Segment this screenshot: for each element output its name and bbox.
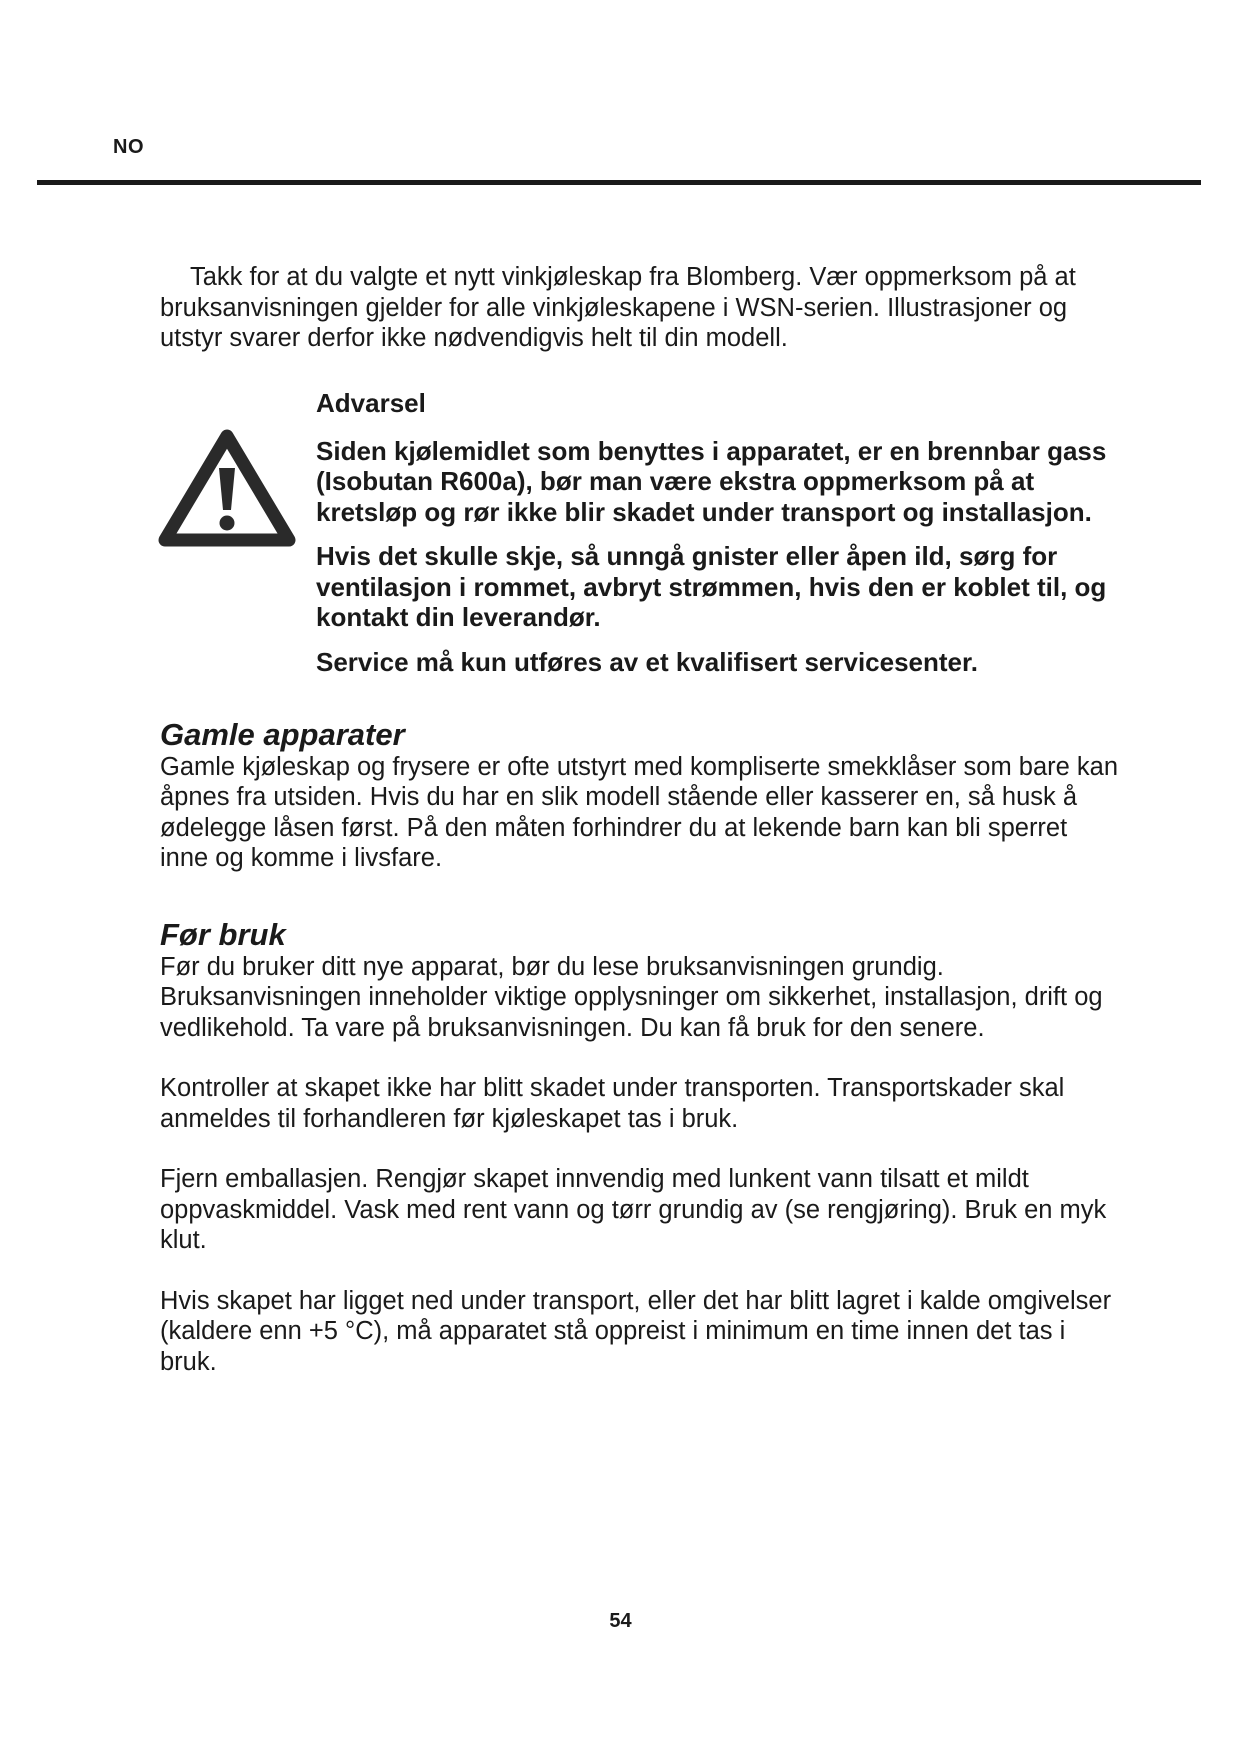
- language-code: NO: [113, 136, 144, 158]
- page-content: [160, 262, 1120, 1377]
- section-paragraph: Før du bruker ditt nye apparat, bør du lese bruksanvisningen grundig. Bruksanvisningen inneholder viktige opplysninger om sikkerhet, installasjon, drift og vedlikehold. Ta vare på bruksanvisningen. Du kan få bruk for den senere.: [160, 952, 1103, 1042]
- header-divider: [37, 180, 1201, 185]
- intro-paragraph: Takk for at du valgte et nytt vinkjøleskap fra Blomberg. Vær oppmerksom på at bruksanvisningen gjelder for alle vinkjøleskapene i WSN-serien. Illustrasjoner og utstyr svarer derfor ikke nødvendigvis helt til din modell.: [160, 263, 1076, 352]
- warning-title: Advarsel: [316, 387, 426, 418]
- section-heading-before-use: Før bruk: [160, 916, 286, 952]
- warning-paragraph: Service må kun utføres av et kvalifisert servicesenter.: [316, 646, 978, 677]
- section-paragraph: Fjern emballasjen. Rengjør skapet innvendig med lunkent vann tilsatt et mildt oppvaskmiddel. Vask med rent vann og tørr grundig av (se rengjøring). Bruk en myk klut.: [160, 1165, 1107, 1254]
- warning-paragraph: Hvis det skulle skje, så unngå gnister eller åpen ild, sørg for ventilasjon i rommet, avbryt strømmen, hvis den er koblet til, og kontakt din leverandør.: [316, 541, 1107, 632]
- warning-text: [316, 388, 1116, 678]
- section-heading-old-appliances: Gamle apparater: [160, 716, 405, 752]
- page-number: 54: [609, 1610, 632, 1632]
- section-paragraph: Hvis skapet har ligget ned under transport, eller det har blitt lagret i kalde omgivelser (kaldere enn +5 °C), må apparatet stå oppreist i minimum en time innen det tas i bruk.: [160, 1286, 1112, 1376]
- section-paragraph: Kontroller at skapet ikke har blitt skadet under transporten. Transportskader skal anmeldes til forhandleren før kjøleskapet tas i bruk.: [160, 1074, 1065, 1133]
- warning-block: [160, 388, 1120, 708]
- warning-triangle-icon: [158, 428, 296, 550]
- section-paragraph: Gamle kjøleskap og frysere er ofte utstyrt med kompliserte smekklåser som bare kan åpnes fra utsiden. Hvis du har en slik modell stående eller kasserer en, så husk å ødelegge låsen først. På den måten forhindrer du at lekende barn kan bli sperret inne og komme i livsfare.: [160, 752, 1119, 872]
- warning-paragraph: Siden kjølemidlet som benyttes i apparatet, er en brennbar gass (Isobutan R600a), bør man være ekstra oppmerksom på at kretsløp og rør ikke blir skadet under transport og installasjon.: [316, 435, 1107, 527]
